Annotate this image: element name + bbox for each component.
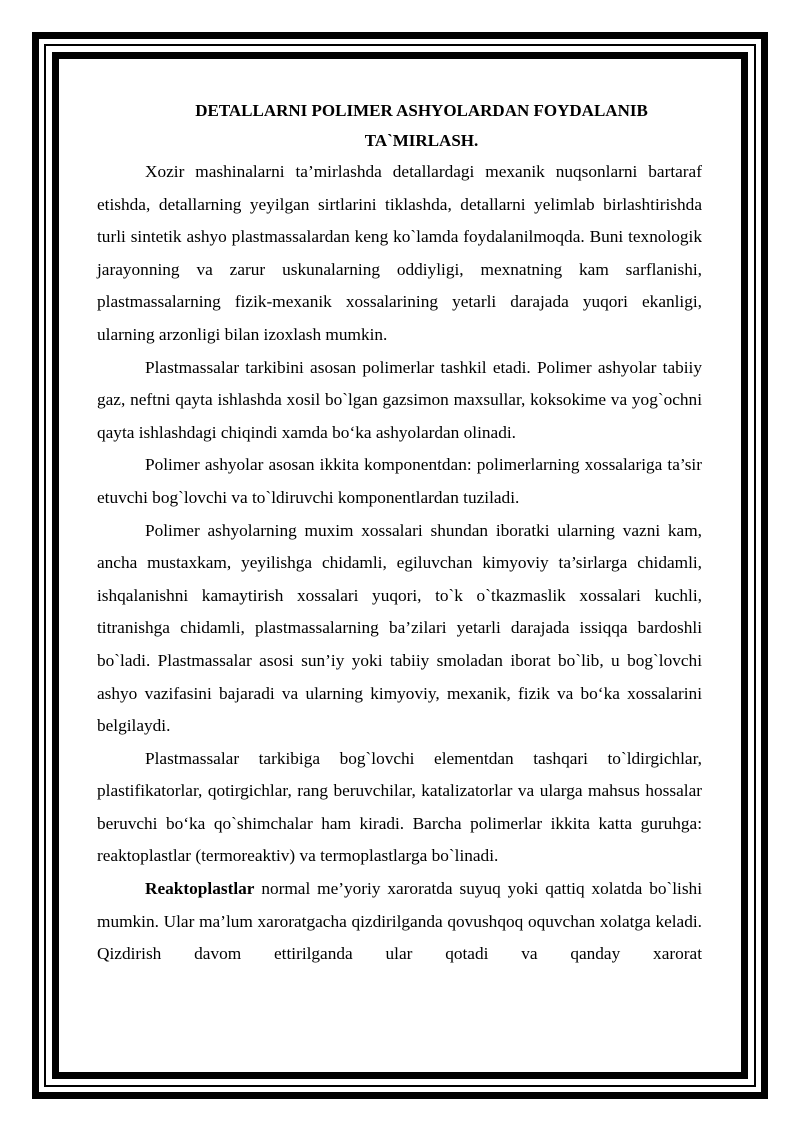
paragraph-6 [97,873,702,971]
document-title-line-1: DETALLARNI POLIMER ASHYOLARDAN FOYDALANIB [195,101,648,120]
paragraph-2: Plastmassalar tarkibini asosan polimerlar tashkil etadi. Polimer ashyolar tabiiy gaz, neftni qayta ishlashda xosil bo`lgan gazsimon maxsullar, koksokime va yog`ochni qayta ishlashdagi chiqindi xamda boʻka ashyolardan olinadi. [97,357,702,442]
document-body [97,96,702,971]
paragraph-4: Polimer ashyolarning muxim xossalari shundan iboratki ularning vazni kam, ancha mustaxkam, yeyilishga chidamli, egiluvchan kimyoviy ta’sirlarga chidamli, ishqalanishni kamaytirish xossalari yuqori, to`k o`tkazmaslik xossalari kuchli, titranishga chidamli, plastmassalarning ba’zilari yetarli darajada issiqqa bardoshli bo`ladi. Plastmassalar asosi sun’iy yoki tabiiy smoladan iborat bo`lib, u bog`lovchi ashyo vazifasini bajaradi va ularning kimyoviy, mexanik, fizik va boʻka xossalarini belgilaydi. [97,520,702,736]
paragraph-1: Xozir mashinalarni ta’mirlashda detallardagi mexanik nuqsonlarni bartaraf etishda, detallarning yeyilgan sirtlarini tiklashda, detallarni yelimlab birlashtirishda turli sintetik ashyo plastmassalardan keng ko`lamda foydalanilmoqda. Buni texnologik jarayonning va zarur uskunalarning oddiyligi, mexnatning kam sarflanishi, plastmassalarning fizik-mexanik xossalarining yetarli darajada yuqori ekanligi, ularning arzonligi bilan izoxlash mumkin. [97,162,702,344]
paragraph-6-text: normal me’yoriy xaroratda suyuq yoki qattiq xolatda bo`lishi mumkin. Ular ma’lum xaroratgacha qizdirilganda qovushqoq oquvchan xolatga keladi. Qizdirish davom ettirilganda ular qotadi va qanday xarorat [97,879,702,964]
paragraph-3: Polimer ashyolar asosan ikkita komponentdan: polimerlarning xossalariga ta’sir etuvchi bog`lovchi va to`ldiruvchi komponentlardan tuziladi. [97,455,702,507]
paragraph-5: Plastmassalar tarkibiga bog`lovchi elementdan tashqari to`ldirgichlar, plastifikatorlar, qotirgichlar, rang beruvchilar, katalizatorlar va ularga mahsus hossalar beruvchi boʻka qo`shimchalar ham kiradi. Barcha polimerlar ikkita katta guruhga: reaktoplastlar (termoreaktiv) va termoplastlarga bo`linadi. [97,748,702,866]
document-title-line-2: TA`MIRLASH. [364,131,479,150]
term-reaktoplastlar: Reaktoplastlar [145,879,255,899]
